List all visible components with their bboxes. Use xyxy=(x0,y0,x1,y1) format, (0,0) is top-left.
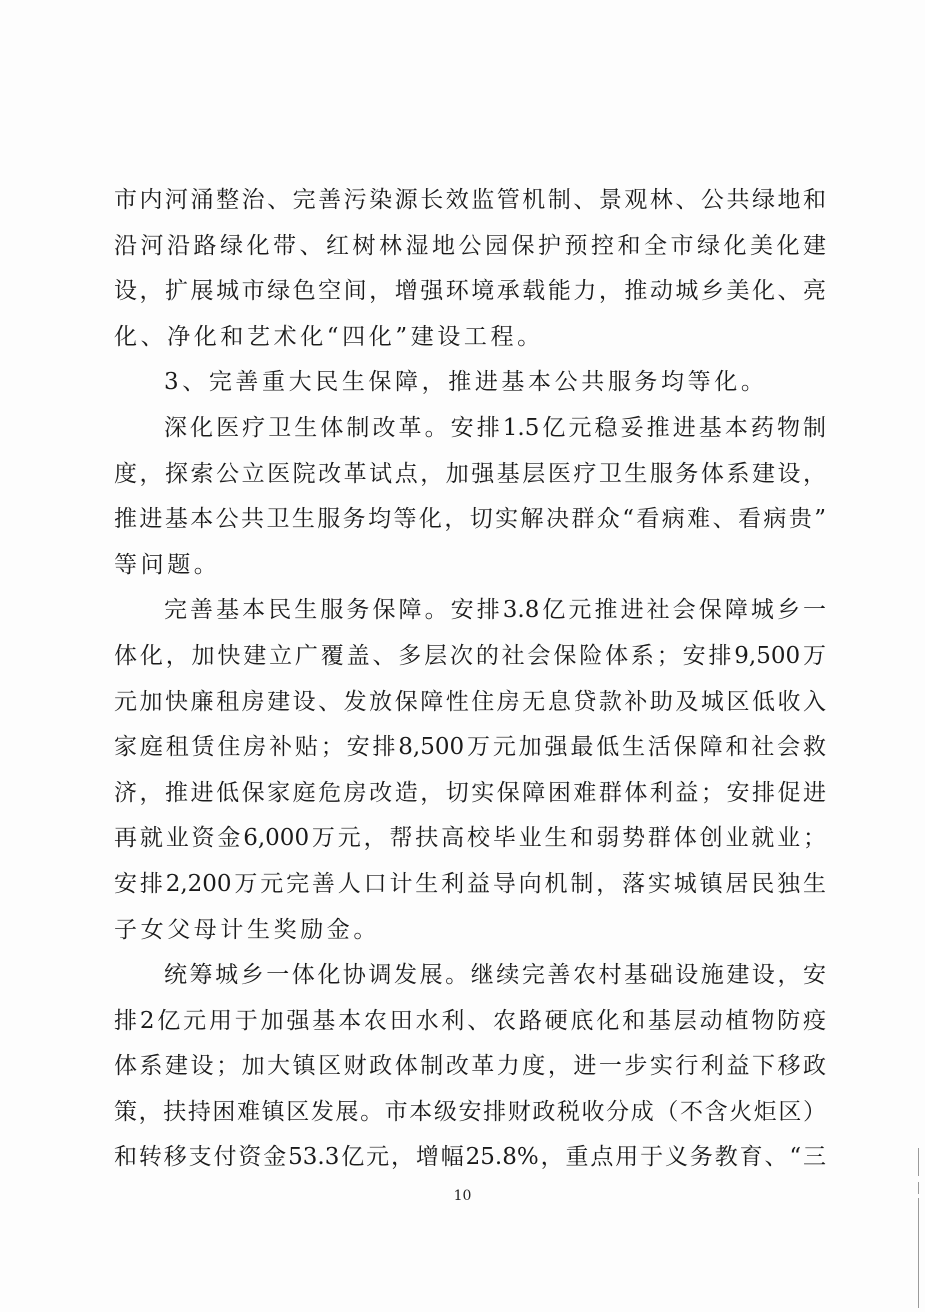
text-line: 深化医疗卫生体制改革。安排1.5亿元稳妥推进基本药物制 xyxy=(164,414,826,441)
body-text xyxy=(114,178,826,1181)
text-line: 元加快廉租房建设、发放保障性住房无息贷款补助及城区低收入 xyxy=(114,688,826,715)
text-line: 子女父母计生奖励金。 xyxy=(114,916,380,943)
text-line: 家庭租赁住房补贴；安排8,500万元加强最低生活保障和社会救 xyxy=(114,734,826,761)
scan-edge-mark xyxy=(918,1198,919,1308)
text-line: 再就业资金6,000万元，帮扶高校毕业生和弱势群体创业就业； xyxy=(114,825,826,852)
text-line: 等问题。 xyxy=(114,551,221,578)
text-line: 沿河沿路绿化带、红树林湿地公园保护预控和全市绿化美化建 xyxy=(114,232,826,259)
scan-edge-mark xyxy=(918,1182,919,1194)
text-line: 体化，加快建立广覆盖、多层次的社会保险体系；安排9,500万 xyxy=(114,642,826,669)
text-line: 3、完善重大民生保障，推进基本公共服务均等化。 xyxy=(164,369,768,396)
text-line: 化、净化和艺术化“四化”建设工程。 xyxy=(114,323,544,350)
text-line: 和转移支付资金53.3亿元，增幅25.8%，重点用于义务教育、“三 xyxy=(114,1144,826,1171)
text-line: 统筹城乡一体化协调发展。继续完善农村基础设施建设，安 xyxy=(164,962,826,989)
text-line: 度，探索公立医院改革试点，加强基层医疗卫生服务体系建设， xyxy=(114,460,826,487)
text-line: 完善基本民生服务保障。安排3.8亿元推进社会保障城乡一 xyxy=(164,597,826,624)
text-line: 推进基本公共卫生服务均等化，切实解决群众“看病难、看病贵” xyxy=(114,506,826,533)
text-line: 安排2,200万元完善人口计生利益导向机制，落实城镇居民独生 xyxy=(114,870,826,897)
text-line: 市内河涌整治、完善污染源长效监管机制、景观林、公共绿地和 xyxy=(114,187,826,213)
scan-edge-mark xyxy=(918,1148,919,1176)
text-line: 体系建设；加大镇区财政体制改革力度，进一步实行利益下移政 xyxy=(114,1053,826,1080)
text-line: 济，推进低保家庭危房改造，切实保障困难群体利益；安排促进 xyxy=(114,779,826,806)
text-line: 策，扶持困难镇区发展。市本级安排财政税收分成（不含火炬区） xyxy=(114,1098,826,1125)
text-line: 设，扩展城市绿色空间，增强环境承载能力，推动城乡美化、亮 xyxy=(114,278,826,305)
page-number: 10 xyxy=(453,1188,472,1204)
text-line: 排2亿元用于加强基本农田水利、农路硬底化和基层动植物防疫 xyxy=(114,1007,826,1034)
